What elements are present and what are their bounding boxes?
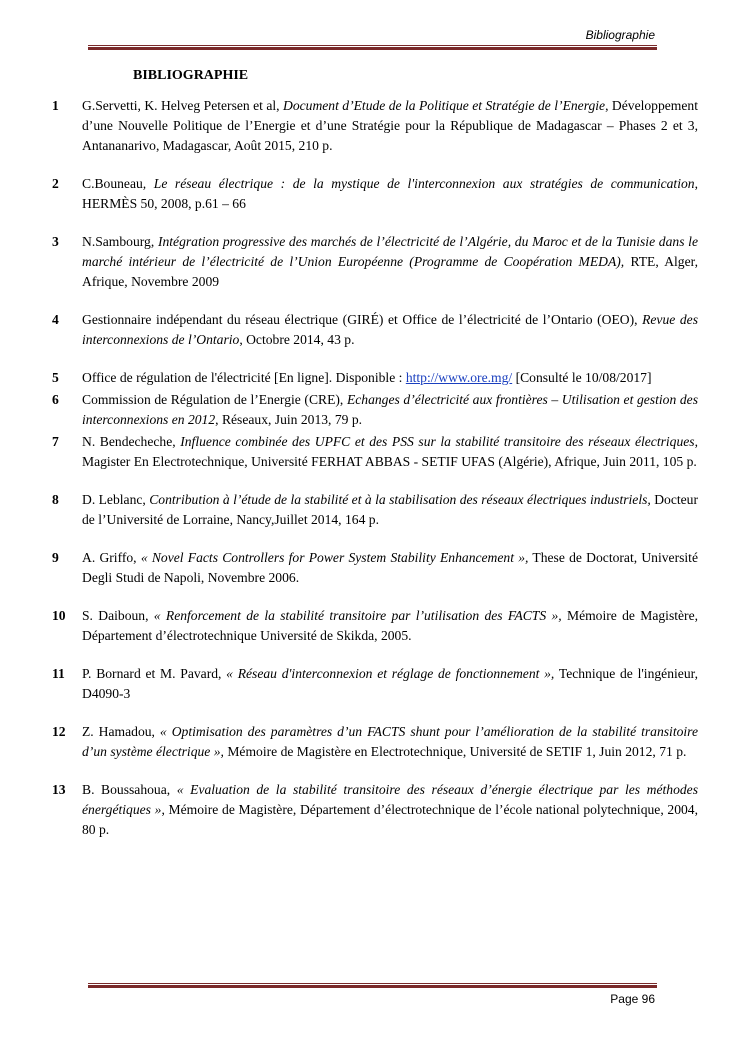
entry-text: [82, 390, 698, 430]
entry-number: 11: [52, 666, 65, 681]
entry-number: 5: [52, 370, 59, 385]
entry-number: 1: [52, 98, 59, 113]
entry-title-italic: Echanges d’électricité aux frontières – Utilisation et gestion des interconnexions en 2012: [82, 392, 698, 427]
bibliography-entry: [52, 174, 698, 214]
entry-text: [82, 722, 698, 762]
bibliography-entry: [52, 722, 698, 762]
entry-text-segment: B. Boussahoua,: [82, 782, 177, 797]
bibliography-entry: [52, 432, 698, 472]
bibliography-entry: [52, 368, 698, 388]
entry-number: 2: [52, 176, 59, 191]
entry-text: [82, 780, 698, 840]
entry-number: 9: [52, 550, 59, 565]
entry-text-segment: These de Doctorat, Université Degli Studi de Napoli, Novembre 2006.: [82, 550, 698, 585]
reference-link[interactable]: http://www.ore.mg/: [405, 370, 513, 385]
entry-text-segment: RTE, Alger, Afrique, Novembre 2009: [82, 254, 699, 289]
entry-text-segment: Z. Hamadou,: [82, 724, 160, 739]
entry-title-italic: « Novel Facts Controllers for Power System Stability Enhancement »,: [140, 550, 529, 565]
entry-text: [82, 548, 698, 588]
entry-text-segment: , Octobre 2014, 43 p.: [239, 332, 355, 347]
entry-number: 6: [52, 392, 59, 407]
bibliography-entry: [52, 490, 698, 530]
entry-text-segment: , Magister En Electrotechnique, Université FERHAT ABBAS - SETIF UFAS (Algérie), Afrique, Juin 2011, 105 p.: [82, 434, 698, 469]
bibliography-entry: [52, 310, 698, 350]
entry-title-italic: Intégration progressive des marchés de l’électricité de l’Algérie, du Maroc et de la Tunisie dans le marché intérieur de l’électricité de l’Union Européenne (Programme de Coopération MEDA),: [82, 234, 698, 269]
bibliography-entry: [52, 664, 698, 704]
bibliography-entry: [52, 780, 698, 840]
entry-text-segment: Mémoire de Magistère, Département d’électrotechnique Université de Skikda, 2005.: [82, 608, 699, 643]
bibliography-list: [52, 96, 698, 840]
entry-title-italic: « Evaluation de la stabilité transitoire des réseaux d’énergie électrique par les méthodes énergétiques »: [82, 782, 699, 817]
bibliography-entry: [52, 232, 698, 292]
entry-number: 4: [52, 312, 59, 327]
entry-text-segment: S. Daiboun,: [82, 608, 154, 623]
entry-title-italic: Document d’Etude de la Politique et Stratégie de l’Energie: [283, 98, 606, 113]
entry-text-segment: Technique de l'ingénieur, D4090-3: [82, 666, 698, 701]
bibliography-title: BIBLIOGRAPHIE: [133, 68, 249, 83]
entry-text-segment: G.Servetti, K. Helveg Petersen et al,: [82, 98, 283, 113]
page-number: Page 96: [610, 992, 655, 1006]
footer-rule: [88, 983, 657, 988]
entry-text-segment: C.Bouneau: [82, 176, 143, 191]
entry-text-segment: , Développement d’une Nouvelle Politique de l’Energie et d’une Stratégie pour la République de Madagascar – Phases 2 et 3, Antananarivo, Madagascar, Août 2015, 210 p.: [82, 98, 698, 153]
entry-title-italic: « Réseau d'interconnexion et réglage de fonctionnement »,: [226, 666, 555, 681]
bibliography-entry: [52, 390, 698, 430]
entry-title-italic: « Renforcement de la stabilité transitoire par l’utilisation des FACTS »,: [153, 608, 562, 623]
entry-text: [82, 432, 698, 472]
bibliography-entry: [52, 96, 698, 156]
entry-number: 12: [52, 724, 66, 739]
entry-title-italic: Influence combinée des UPFC et des PSS sur la stabilité transitoire des réseaux électriques: [180, 434, 695, 449]
entry-text-segment: D. Leblanc,: [82, 492, 150, 507]
entry-number: 7: [52, 434, 59, 449]
bibliography-entry: [52, 548, 698, 588]
entry-text-segment: Mémoire de Magistère en Electrotechnique, Université de SETIF 1, Juin 2012, 71 p.: [223, 744, 687, 759]
entry-number: 10: [52, 608, 66, 623]
bibliography-entry: [52, 606, 698, 646]
entry-title-italic: Revue des interconnexions de l’Ontario: [82, 312, 698, 347]
entry-text: [82, 96, 698, 156]
entry-number: 8: [52, 492, 59, 507]
entry-text-segment: , Mémoire de Magistère, Département d’électrotechnique de l’école national polytechnique, 2004, 80 p.: [82, 802, 698, 837]
entry-text: [82, 490, 698, 530]
running-header: Bibliographie: [585, 28, 655, 42]
entry-number: 3: [52, 234, 59, 249]
entry-text-segment: A. Griffo,: [82, 550, 141, 565]
entry-title-italic: Contribution à l’étude de la stabilité et à la stabilisation des réseaux électriques industriels,: [149, 492, 651, 507]
entry-text-segment: N. Bendecheche,: [82, 434, 181, 449]
header-rule: [88, 45, 657, 50]
entry-text-segment: , Réseaux, Juin 2013, 79 p.: [215, 412, 363, 427]
entry-text-segment: , HERMÈS 50, 2008, p.61 – 66: [82, 176, 698, 211]
entry-text-segment: [Consulté le 10/08/2017]: [512, 370, 652, 385]
entry-number: 13: [52, 782, 66, 797]
entry-text-segment: Commission de Régulation de l’Energie (CRE),: [82, 392, 347, 407]
entry-text: [82, 606, 698, 646]
entry-text: [82, 232, 698, 292]
entry-text-segment: Office de régulation de l'électricité [En ligne]. Disponible :: [82, 370, 406, 385]
entry-text-segment: Docteur de l’Université de Lorraine, Nancy,Juillet 2014, 164 p.: [82, 492, 698, 527]
entry-text: [82, 310, 698, 350]
entry-text-segment: P. Bornard et M. Pavard,: [82, 666, 227, 681]
entry-text: [82, 368, 698, 388]
entry-title-italic: « Optimisation des paramètres d’un FACTS shunt pour l’amélioration de la stabilité transitoire d’un système électrique »,: [82, 724, 698, 759]
entry-text-segment: Gestionnaire indépendant du réseau électrique (GIRÉ) et Office de l’électricité de l’Ontario (OEO),: [82, 312, 643, 327]
entry-text-segment: N.Sambourg,: [82, 234, 158, 249]
entry-text: [82, 664, 698, 704]
entry-text: [82, 174, 698, 214]
entry-title-italic: , Le réseau électrique : de la mystique de l'interconnexion aux stratégies de communication: [142, 176, 695, 191]
